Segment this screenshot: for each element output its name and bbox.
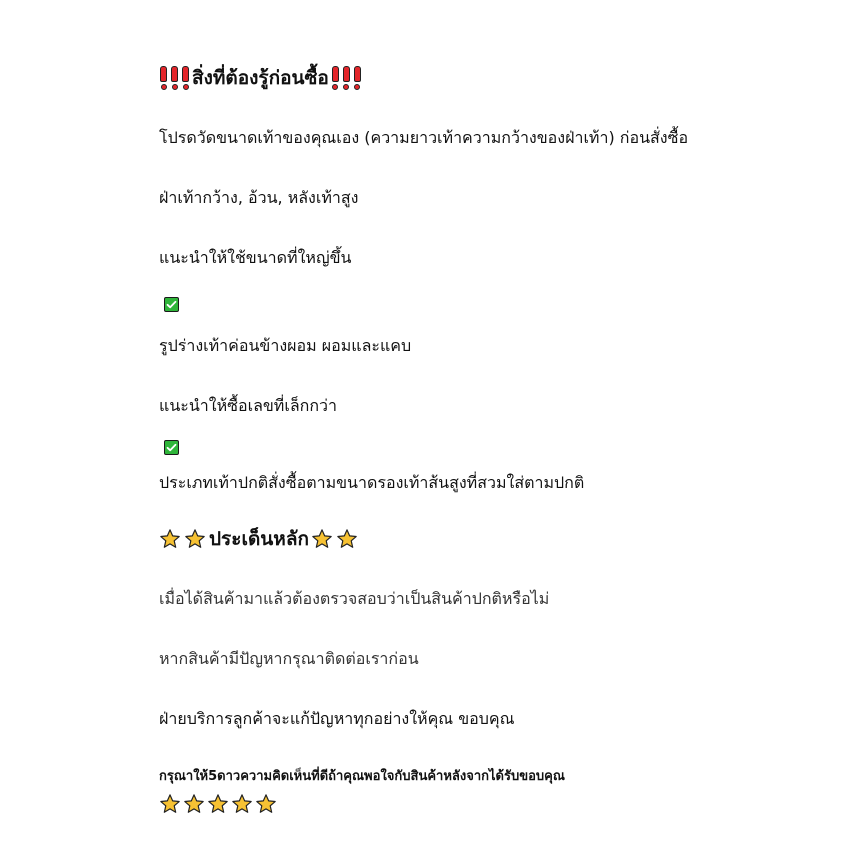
exclamation-icon bbox=[331, 66, 340, 90]
star-icon bbox=[231, 793, 253, 815]
heading-key-text: ประเด็นหลัก bbox=[209, 528, 309, 550]
check-icon bbox=[164, 440, 179, 455]
star-icon bbox=[184, 528, 206, 550]
star-icon bbox=[159, 793, 181, 815]
exclamation-icon bbox=[159, 66, 168, 90]
heading-main-text: สิ่งที่ต้องรู้ก่อนซื้อ bbox=[192, 66, 329, 89]
star-icon bbox=[311, 528, 333, 550]
star-icon bbox=[183, 793, 205, 815]
narrow-foot-text: รูปร่างเท้าค่อนข้างผอม ผอมและแคบ bbox=[159, 336, 412, 355]
exclamation-icon bbox=[353, 66, 362, 90]
exclamation-icon bbox=[342, 66, 351, 90]
star-icon bbox=[159, 528, 181, 550]
star-icon bbox=[207, 793, 229, 815]
smaller-size-advice: แนะนำให้ซื้อเลขที่เล็กกว่า bbox=[159, 396, 337, 415]
key-points-heading bbox=[159, 528, 361, 551]
check-product-text: เมื่อได้สินค้ามาแล้วต้องตรวจสอบว่าเป็นสินค้าปกติหรือไม่ bbox=[159, 589, 550, 608]
rating-stars bbox=[159, 793, 279, 815]
star-icon bbox=[255, 793, 277, 815]
contact-us-text: หากสินค้ามีปัญหากรุณาติดต่อเราก่อน bbox=[159, 649, 419, 668]
wide-foot-text: ฝ่าเท้ากว้าง, อ้วน, หลังเท้าสูง bbox=[159, 188, 359, 207]
normal-foot-text: ประเภทเท้าปกติสั่งซื้อตามขนาดรองเท้าส้นสูงที่สวมใส่ตามปกติ bbox=[159, 473, 585, 492]
warning-heading bbox=[159, 66, 364, 90]
bigger-size-advice: แนะนำให้ใช้ขนาดที่ใหญ่ขึ้น bbox=[159, 248, 352, 267]
customer-service-text: ฝ่ายบริการลูกค้าจะแก้ปัญหาทุกอย่างให้คุณ ขอบคุณ bbox=[159, 709, 515, 728]
rating-request-text: กรุณาให้5ดาวความคิดเห็นที่ดีถ้าคุณพอใจกับสินค้าหลังจากได้รับขอบคุณ bbox=[159, 769, 565, 784]
star-icon bbox=[336, 528, 358, 550]
exclamation-icon bbox=[170, 66, 179, 90]
check-icon bbox=[164, 297, 179, 312]
exclamation-icon bbox=[181, 66, 190, 90]
measure-instruction: โปรดวัดขนาดเท้าของคุณเอง (ความยาวเท้าความกว้างของฝ่าเท้า) ก่อนสั่งซื้อ bbox=[159, 128, 689, 147]
